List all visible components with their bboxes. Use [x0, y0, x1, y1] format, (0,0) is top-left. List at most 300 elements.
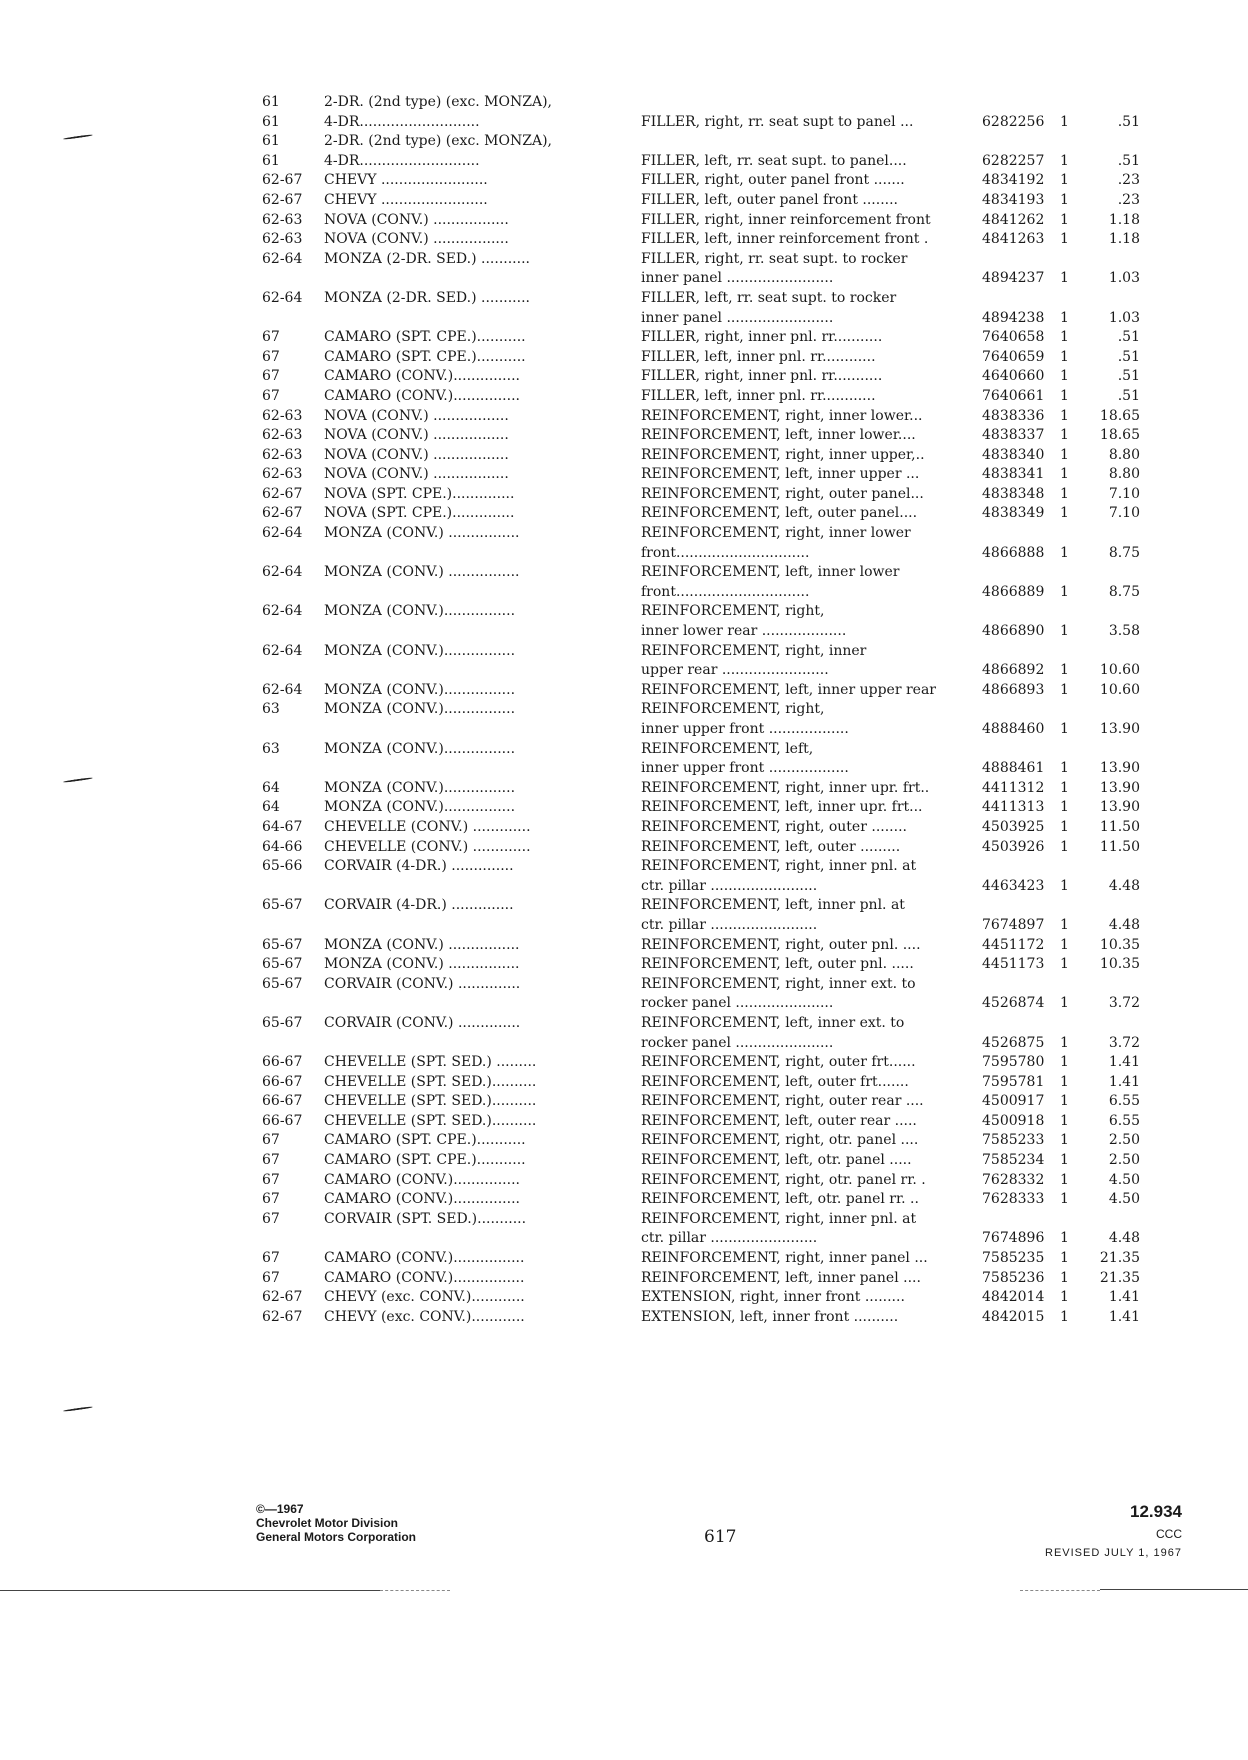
- parts-row: [262, 524, 1162, 544]
- quantity-cell: 1: [1060, 1152, 1069, 1169]
- margin-punch-mark-middle: [63, 777, 93, 783]
- description-cell: FILLER, left, outer panel front ........: [641, 191, 899, 208]
- price-cell: 8.80: [1108, 446, 1140, 463]
- price-cell: 3.72: [1108, 1034, 1140, 1051]
- part-number-cell: 4841262: [982, 211, 1045, 228]
- quantity-cell: 1: [1060, 760, 1069, 777]
- parts-row: [262, 1131, 1162, 1151]
- quantity-cell: 1: [1060, 191, 1069, 208]
- price-cell: 6.55: [1108, 1112, 1140, 1129]
- price-cell: .23: [1117, 172, 1140, 189]
- price-cell: 1.03: [1108, 270, 1140, 287]
- model-years-cell: 66-67: [262, 1054, 303, 1071]
- model-cell: MONZA (CONV.) ................: [324, 525, 520, 542]
- price-cell: 10.60: [1099, 662, 1140, 679]
- part-number-cell: 4866888: [982, 544, 1045, 561]
- description-cell: REINFORCEMENT, right,: [641, 701, 825, 718]
- quantity-cell: 1: [1060, 1230, 1069, 1247]
- price-cell: 3.72: [1108, 995, 1140, 1012]
- parts-row: [262, 1210, 1162, 1230]
- description-cell: inner upper front ..................: [641, 721, 849, 737]
- parts-row: [262, 544, 1162, 564]
- parts-row: [262, 1092, 1162, 1112]
- price-cell: 1.03: [1108, 309, 1140, 326]
- model-cell: NOVA (CONV.) .................: [324, 466, 509, 483]
- description-cell: REINFORCEMENT, left, inner upper ...: [641, 466, 920, 483]
- price-cell: .51: [1117, 152, 1140, 169]
- model-years-cell: 64-67: [262, 818, 303, 835]
- model-cell: CHEVELLE (CONV.) .............: [324, 818, 531, 835]
- quantity-cell: 1: [1060, 348, 1069, 365]
- description-cell: REINFORCEMENT, left, inner lower....: [641, 427, 916, 444]
- model-years-cell: 65-67: [262, 1014, 303, 1031]
- model-cell: CAMARO (CONV.)................: [324, 1250, 525, 1267]
- model-years-cell: 67: [262, 387, 280, 404]
- section-code: CCC: [1156, 1527, 1182, 1541]
- description-cell: upper rear ........................: [641, 662, 829, 679]
- parts-row: [262, 1073, 1162, 1093]
- part-number-cell: 4463423: [982, 877, 1045, 894]
- part-number-cell: 7674896: [982, 1230, 1045, 1247]
- description-cell: REINFORCEMENT, right, inner upr. frt..: [641, 779, 930, 796]
- model-cell: CAMARO (CONV.)...............: [324, 1191, 520, 1208]
- model-cell: NOVA (CONV.) .................: [324, 427, 509, 444]
- description-cell: REINFORCEMENT, right, inner: [641, 642, 867, 659]
- description-cell: REINFORCEMENT, right, inner ext. to: [641, 975, 916, 992]
- description-cell: REINFORCEMENT, left, inner pnl. at: [641, 897, 905, 914]
- model-cell: MONZA (CONV.)................: [324, 701, 516, 718]
- model-years-cell: 62-64: [262, 681, 303, 698]
- description-cell: REINFORCEMENT, left, inner panel ....: [641, 1269, 921, 1286]
- parts-row: [262, 877, 1162, 897]
- description-cell: REINFORCEMENT, right, outer ........: [641, 818, 907, 835]
- description-cell: front..............................: [641, 544, 810, 561]
- model-cell: 4-DR...........................: [324, 113, 480, 130]
- description-cell: inner lower rear ...................: [641, 623, 847, 640]
- model-years-cell: 62-64: [262, 250, 303, 267]
- price-cell: 8.75: [1108, 583, 1140, 600]
- description-cell: REINFORCEMENT, left, otr. panel rr. ..: [641, 1191, 919, 1208]
- price-cell: 1.41: [1108, 1308, 1140, 1325]
- model-cell: CORVAIR (CONV.) ..............: [324, 975, 521, 992]
- model-cell: CAMARO (CONV.)................: [324, 1269, 525, 1286]
- model-years-cell: 62-64: [262, 603, 303, 620]
- model-years-cell: 67: [262, 1269, 280, 1286]
- parts-row: [262, 211, 1162, 231]
- model-years-cell: 62-63: [262, 466, 303, 483]
- model-cell: 4-DR...........................: [324, 152, 480, 169]
- description-cell: REINFORCEMENT, right, inner lower...: [641, 407, 923, 424]
- model-cell: MONZA (CONV.) ................: [324, 564, 520, 581]
- description-cell: rocker panel ......................: [641, 995, 834, 1012]
- model-years-cell: 65-67: [262, 956, 303, 973]
- model-years-cell: 61: [262, 133, 280, 150]
- parts-row: [262, 348, 1162, 368]
- description-cell: REINFORCEMENT, left, outer .........: [641, 838, 901, 855]
- model-cell: NOVA (SPT. CPE.)..............: [324, 485, 515, 502]
- model-cell: MONZA (2-DR. SED.) ...........: [324, 289, 530, 306]
- model-cell: MONZA (CONV.)................: [324, 740, 516, 757]
- parts-row: [262, 152, 1162, 172]
- model-years-cell: 64: [262, 799, 280, 816]
- part-number-cell: 4838348: [982, 485, 1045, 502]
- quantity-cell: 1: [1060, 583, 1069, 600]
- description-cell: FILLER, right, inner pnl. rr...........: [641, 329, 883, 346]
- price-cell: 4.48: [1108, 877, 1140, 894]
- model-cell: CAMARO (CONV.)...............: [324, 368, 520, 385]
- quantity-cell: 1: [1060, 721, 1069, 737]
- model-years-cell: 67: [262, 1210, 280, 1227]
- model-cell: CAMARO (SPT. CPE.)...........: [324, 329, 526, 346]
- part-number-cell: 4866893: [982, 681, 1045, 698]
- part-number-cell: 4526875: [982, 1034, 1045, 1051]
- parts-row: [262, 132, 1162, 152]
- quantity-cell: 1: [1060, 779, 1069, 796]
- description-cell: FILLER, right, outer panel front .......: [641, 172, 905, 189]
- parts-row: [262, 936, 1162, 956]
- model-years-cell: 66-67: [262, 1112, 303, 1129]
- part-number-cell: 4451172: [982, 936, 1045, 953]
- model-cell: CHEVY (exc. CONV.)............: [324, 1289, 525, 1306]
- quantity-cell: 1: [1060, 1289, 1069, 1306]
- model-cell: MONZA (CONV.)................: [324, 603, 516, 620]
- parts-row: [262, 289, 1162, 309]
- model-years-cell: 61: [262, 152, 280, 169]
- model-cell: CAMARO (CONV.)...............: [324, 387, 520, 404]
- model-cell: CORVAIR (SPT. SED.)...........: [324, 1210, 527, 1227]
- price-cell: 13.90: [1099, 721, 1140, 737]
- model-cell: 2-DR. (2nd type) (exc. MONZA),: [324, 133, 552, 150]
- description-cell: REINFORCEMENT, left, inner ext. to: [641, 1014, 905, 1031]
- part-number-cell: 4888460: [982, 721, 1045, 737]
- parts-row: [262, 465, 1162, 485]
- price-cell: 13.90: [1099, 760, 1140, 777]
- price-cell: 13.90: [1099, 799, 1140, 816]
- parts-row: [262, 700, 1162, 720]
- quantity-cell: 1: [1060, 1112, 1069, 1129]
- price-cell: 6.55: [1108, 1093, 1140, 1110]
- model-cell: MONZA (2-DR. SED.) ...........: [324, 250, 530, 267]
- parts-row: [262, 269, 1162, 289]
- description-cell: inner panel ........................: [641, 309, 834, 326]
- parts-row: [262, 661, 1162, 681]
- model-years-cell: 67: [262, 1191, 280, 1208]
- bottom-rule-right-fade: [1020, 1590, 1100, 1591]
- description-cell: rocker panel ......................: [641, 1034, 834, 1051]
- price-cell: 10.60: [1099, 681, 1140, 698]
- revision-block: [1000, 1500, 1182, 1562]
- model-years-cell: 67: [262, 1132, 280, 1149]
- price-cell: 10.35: [1099, 956, 1140, 973]
- parts-row: [262, 191, 1162, 211]
- parts-row: [262, 759, 1162, 779]
- part-number-cell: 6282256: [982, 113, 1045, 130]
- part-number-cell: 4888461: [982, 760, 1045, 777]
- description-cell: inner panel ........................: [641, 270, 834, 287]
- part-number-cell: 4838341: [982, 466, 1045, 483]
- part-number-cell: 4838336: [982, 407, 1045, 424]
- parts-row: [262, 838, 1162, 858]
- model-cell: NOVA (CONV.) .................: [324, 446, 509, 463]
- model-cell: NOVA (CONV.) .................: [324, 211, 509, 228]
- model-years-cell: 62-64: [262, 564, 303, 581]
- quantity-cell: 1: [1060, 995, 1069, 1012]
- parts-row: [262, 328, 1162, 348]
- model-years-cell: 65-67: [262, 975, 303, 992]
- description-cell: FILLER, right, inner pnl. rr...........: [641, 368, 883, 385]
- parts-row: [262, 779, 1162, 799]
- description-cell: REINFORCEMENT, right, inner upper,..: [641, 446, 925, 463]
- model-cell: CHEVELLE (SPT. SED.)..........: [324, 1093, 537, 1110]
- quantity-cell: 1: [1060, 623, 1069, 640]
- model-years-cell: 66-67: [262, 1093, 303, 1110]
- part-number-cell: 7628332: [982, 1171, 1045, 1188]
- description-cell: REINFORCEMENT, right, inner panel ...: [641, 1250, 928, 1267]
- quantity-cell: 1: [1060, 427, 1069, 444]
- quantity-cell: 1: [1060, 956, 1069, 973]
- quantity-cell: 1: [1060, 485, 1069, 502]
- description-cell: REINFORCEMENT, right, outer pnl. ....: [641, 936, 921, 953]
- price-cell: .23: [1117, 191, 1140, 208]
- model-years-cell: 66-67: [262, 1073, 303, 1090]
- model-years-cell: 61: [262, 94, 280, 110]
- model-cell: MONZA (CONV.)................: [324, 779, 516, 796]
- quantity-cell: 1: [1060, 936, 1069, 953]
- quantity-cell: 1: [1060, 1191, 1069, 1208]
- parts-row: [262, 798, 1162, 818]
- quantity-cell: 1: [1060, 1269, 1069, 1286]
- description-cell: REINFORCEMENT, right, inner pnl. at: [641, 858, 917, 875]
- parts-row: [262, 916, 1162, 936]
- part-number-cell: 4838337: [982, 427, 1045, 444]
- model-years-cell: 62-67: [262, 1308, 303, 1325]
- model-cell: CHEVY ........................: [324, 191, 488, 208]
- quantity-cell: 1: [1060, 662, 1069, 679]
- quantity-cell: 1: [1060, 466, 1069, 483]
- description-cell: REINFORCEMENT, right, inner pnl. at: [641, 1210, 917, 1227]
- quantity-cell: 1: [1060, 446, 1069, 463]
- model-cell: MONZA (CONV.)................: [324, 799, 516, 816]
- price-cell: 18.65: [1099, 427, 1140, 444]
- quantity-cell: 1: [1060, 309, 1069, 326]
- quantity-cell: 1: [1060, 407, 1069, 424]
- part-number-cell: 4503925: [982, 818, 1045, 835]
- part-number-cell: 4894238: [982, 309, 1045, 326]
- model-cell: NOVA (CONV.) .................: [324, 231, 509, 248]
- parts-row: [262, 309, 1162, 329]
- description-cell: REINFORCEMENT, right, otr. panel rr. .: [641, 1171, 926, 1188]
- quantity-cell: 1: [1060, 368, 1069, 385]
- part-number-cell: 4503926: [982, 838, 1045, 855]
- part-number-cell: 4834192: [982, 172, 1045, 189]
- price-cell: 7.10: [1108, 505, 1140, 522]
- division-line: Chevrolet Motor Division: [256, 1516, 399, 1530]
- model-years-cell: 62-67: [262, 485, 303, 502]
- model-cell: MONZA (CONV.)................: [324, 642, 516, 659]
- model-years-cell: 67: [262, 1152, 280, 1169]
- model-years-cell: 61: [262, 113, 280, 130]
- parts-row: [262, 563, 1162, 583]
- part-number-cell: 7628333: [982, 1191, 1045, 1208]
- description-cell: REINFORCEMENT, right, outer frt......: [641, 1054, 916, 1071]
- description-cell: FILLER, right, rr. seat supt. to rocker: [641, 250, 908, 267]
- parts-row: [262, 740, 1162, 760]
- price-cell: 8.75: [1108, 544, 1140, 561]
- parts-row: [262, 171, 1162, 191]
- description-cell: REINFORCEMENT, left, outer rear .....: [641, 1112, 917, 1129]
- model-years-cell: 62-67: [262, 505, 303, 522]
- price-cell: 4.50: [1108, 1171, 1140, 1188]
- quantity-cell: 1: [1060, 172, 1069, 189]
- model-years-cell: 62-63: [262, 407, 303, 424]
- parts-row: [262, 1171, 1162, 1191]
- model-years-cell: 63: [262, 740, 280, 757]
- part-number-cell: 4500917: [982, 1093, 1045, 1110]
- parts-row: [262, 1190, 1162, 1210]
- description-cell: REINFORCEMENT, left, inner lower: [641, 564, 900, 581]
- price-cell: 13.90: [1099, 779, 1140, 796]
- price-cell: 18.65: [1099, 407, 1140, 424]
- quantity-cell: 1: [1060, 1132, 1069, 1149]
- quantity-cell: 1: [1060, 799, 1069, 816]
- model-cell: CORVAIR (CONV.) ..............: [324, 1014, 521, 1031]
- part-number-cell: 7585233: [982, 1132, 1045, 1149]
- quantity-cell: 1: [1060, 1073, 1069, 1090]
- parts-row: [262, 720, 1162, 740]
- price-cell: 10.35: [1099, 936, 1140, 953]
- quantity-cell: 1: [1060, 681, 1069, 698]
- description-cell: FILLER, right, rr. seat supt to panel ...: [641, 113, 914, 130]
- model-years-cell: 62-64: [262, 525, 303, 542]
- model-years-cell: 62-64: [262, 289, 303, 306]
- price-cell: 8.80: [1108, 466, 1140, 483]
- description-cell: front..............................: [641, 583, 810, 600]
- parts-row: [262, 896, 1162, 916]
- description-cell: REINFORCEMENT, right, inner lower: [641, 525, 911, 542]
- parts-row: [262, 426, 1162, 446]
- part-number-cell: 4838340: [982, 446, 1045, 463]
- price-cell: 4.50: [1108, 1191, 1140, 1208]
- model-cell: CAMARO (CONV.)...............: [324, 1171, 520, 1188]
- part-number-cell: 7640661: [982, 387, 1045, 404]
- parts-row: [262, 1112, 1162, 1132]
- model-cell: CORVAIR (4-DR.) ..............: [324, 897, 514, 914]
- parts-row: [262, 994, 1162, 1014]
- model-cell: NOVA (CONV.) .................: [324, 407, 509, 424]
- model-years-cell: 62-67: [262, 191, 303, 208]
- page-number: 617: [704, 1527, 737, 1547]
- price-cell: 7.10: [1108, 485, 1140, 502]
- model-cell: CHEVY (exc. CONV.)............: [324, 1308, 525, 1325]
- parts-row: [262, 230, 1162, 250]
- description-cell: REINFORCEMENT, right, outer panel...: [641, 485, 924, 502]
- parts-row: [262, 1151, 1162, 1171]
- model-years-cell: 64-66: [262, 838, 303, 855]
- parts-row: [262, 857, 1162, 877]
- description-cell: EXTENSION, left, inner front ..........: [641, 1308, 899, 1325]
- bottom-rule-left-fade: [380, 1590, 450, 1591]
- description-cell: REINFORCEMENT, left, inner upper rear: [641, 681, 936, 698]
- model-years-cell: 67: [262, 1250, 280, 1267]
- quantity-cell: 1: [1060, 838, 1069, 855]
- parts-row: [262, 602, 1162, 622]
- model-years-cell: 67: [262, 1171, 280, 1188]
- price-cell: .51: [1117, 329, 1140, 346]
- quantity-cell: 1: [1060, 1250, 1069, 1267]
- price-cell: .51: [1117, 113, 1140, 130]
- parts-row: [262, 1288, 1162, 1308]
- model-years-cell: 62-67: [262, 172, 303, 189]
- bottom-rule-left: [0, 1590, 380, 1591]
- part-number-cell: 4866890: [982, 623, 1045, 640]
- bottom-rule-right: [1100, 1589, 1248, 1590]
- description-cell: REINFORCEMENT, right,: [641, 603, 825, 620]
- part-number-cell: 7585236: [982, 1269, 1045, 1286]
- quantity-cell: 1: [1060, 231, 1069, 248]
- model-years-cell: 63: [262, 701, 280, 718]
- price-cell: 1.18: [1108, 211, 1140, 228]
- parts-row: [262, 113, 1162, 133]
- quantity-cell: 1: [1060, 329, 1069, 346]
- model-cell: MONZA (CONV.)................: [324, 681, 516, 698]
- parts-row: [262, 1269, 1162, 1289]
- quantity-cell: 1: [1060, 152, 1069, 169]
- part-number-cell: 7585234: [982, 1152, 1045, 1169]
- quantity-cell: 1: [1060, 818, 1069, 835]
- parts-row: [262, 367, 1162, 387]
- part-number-cell: 4834193: [982, 191, 1045, 208]
- part-number-cell: 4866892: [982, 662, 1045, 679]
- quantity-cell: 1: [1060, 544, 1069, 561]
- description-cell: REINFORCEMENT, right, otr. panel ....: [641, 1132, 919, 1149]
- parts-row: [262, 407, 1162, 427]
- part-number-cell: 4411312: [982, 779, 1045, 796]
- price-cell: 21.35: [1099, 1269, 1140, 1286]
- model-years-cell: 62-64: [262, 642, 303, 659]
- description-cell: FILLER, left, inner pnl. rr............: [641, 348, 876, 365]
- description-cell: REINFORCEMENT, left, outer frt.......: [641, 1073, 909, 1090]
- model-years-cell: 67: [262, 368, 280, 385]
- part-number-cell: 7640658: [982, 329, 1045, 346]
- price-cell: .51: [1117, 387, 1140, 404]
- description-cell: ctr. pillar ........................: [641, 1230, 818, 1247]
- part-number-cell: 7585235: [982, 1250, 1045, 1267]
- model-years-cell: 65-66: [262, 858, 303, 875]
- quantity-cell: 1: [1060, 1308, 1069, 1325]
- description-cell: REINFORCEMENT, left, otr. panel .....: [641, 1152, 912, 1169]
- corporation-line: General Motors Corporation: [256, 1530, 417, 1544]
- parts-listing: [262, 93, 1162, 1327]
- part-number-cell: 4866889: [982, 583, 1045, 600]
- parts-row: [262, 583, 1162, 603]
- quantity-cell: 1: [1060, 505, 1069, 522]
- part-number-cell: 7595781: [982, 1073, 1045, 1090]
- description-cell: FILLER, left, rr. seat supt. to rocker: [641, 289, 897, 306]
- quantity-cell: 1: [1060, 1054, 1069, 1071]
- price-cell: 1.41: [1108, 1054, 1140, 1071]
- model-cell: CAMARO (SPT. CPE.)...........: [324, 348, 526, 365]
- parts-row: [262, 1308, 1162, 1328]
- description-cell: FILLER, left, inner reinforcement front .: [641, 231, 929, 248]
- margin-punch-mark-bottom: [63, 1406, 93, 1412]
- part-number-cell: 6282257: [982, 152, 1045, 169]
- price-cell: 4.48: [1108, 916, 1140, 933]
- model-cell: CHEVELLE (CONV.) .............: [324, 838, 531, 855]
- price-cell: .51: [1117, 348, 1140, 365]
- model-cell: CHEVELLE (SPT. SED.)..........: [324, 1073, 537, 1090]
- parts-row: [262, 1249, 1162, 1269]
- description-cell: FILLER, right, inner reinforcement front: [641, 211, 931, 228]
